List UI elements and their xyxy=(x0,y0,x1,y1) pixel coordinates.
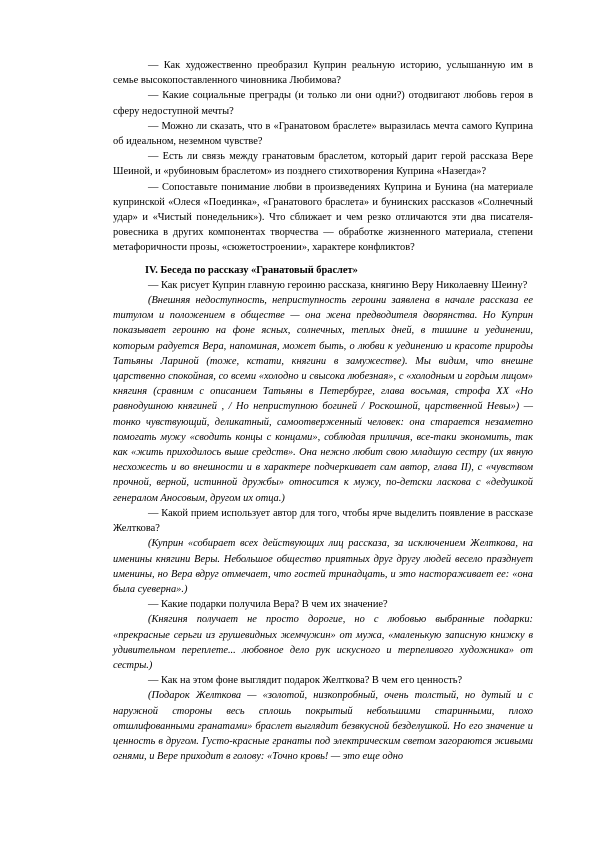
answer-paragraph: (Внешняя недоступность, неприступность героини заявлена в начале рассказа ее титулом и положением в обществе — она жена предводителя дворянства. Но Куприн показывает героиню на фоне ясных, солнечных, теплых дней, в тишине и уединении, которым радуется Вера, напоминая, может быть, о любви к уединению и красоте природы Татьяны Лариной (тоже, кстати, княгини в замужестве). Мы видим, что внешне царственно спокойная, со всеми «холодно и свысока любезная», с «холодным и гордым лицом» княгиня (сравним с описанием Татьяны в Петербурге, глава восьмая, строфа XX «Но равнодушною княгиней , / Но неприступною богиней / Роскошной, царственной Невы») — тонко чувствующий, деликатный, самоотверженный человек: она старается незаметно помогать мужу «сводить концы с концами», соблюдая приличия, все-таки экономить, так как «жить приходилось выше средств». Она нежно любит свою младшую сестру (их явную несхожесть и во внешности и в характере подчеркивает сам автор, глава II), с «чувством прочной, верной, истинной дружбы» относится к мужу, по-детски ласкова с «дедушкой генералом Аносовым, другом их отца.) xyxy=(113,295,533,504)
question-paragraph: — Какие подарки получила Вера? В чем их значение? xyxy=(148,599,388,611)
question-paragraph: — Как рисует Куприн главную героиню рассказа, княгиню Веру Николаевну Шеину? xyxy=(148,279,528,291)
question-paragraph: — Как на этом фоне выглядит подарок Желткова? В чем его ценность? xyxy=(148,675,463,687)
section-heading: IV. Беседа по рассказу «Гранатовый браслет» xyxy=(145,264,358,276)
question-paragraph: — Сопоставьте понимание любви в произведениях Куприна и Бунина (на материале купринской «Олеся «Поединка», «Гранатового браслета» и бунинских рассказов «Солнечный удар» и «Чистый понедельник»). Что сближает и чем резко отличаются эти два писателя-ровесника в других компонентах творчества — обработке жизненного материала, степени метафоричности прозы, «сюжетостроении», характере конфликтов? xyxy=(113,181,533,254)
page-body xyxy=(113,58,533,764)
question-paragraph: — Какие социальные преграды (и только ли они одни?) отодвигают любовь героя в сферу недоступной мечты? xyxy=(113,90,533,117)
question-paragraph: — Как художественно преобразил Куприн реальную историю, услышанную им в семье высокопоставленного чиновника Любимова? xyxy=(113,60,533,87)
question-paragraph: — Можно ли сказать, что в «Гранатовом браслете» выразилась мечта самого Куприна об идеальном, неземном чувстве? xyxy=(113,120,533,148)
answer-paragraph: (Княгиня получает не просто дорогие, но с любовью выбранные подарки: «прекрасные серьги из грушевидных жемчужин» от мужа, «маленькую записную книжку в удивительном переплете... любовное дело рук искусного и терпеливого художника» от сестры.) xyxy=(113,614,533,671)
answer-paragraph: (Подарок Желткова — «золотой, низкопробный, очень толстый, но дутый и с наружной стороны весь сплошь покрытый небольшими старинными, плохо отшлифованными гранатами» браслет выглядит безвкусной безделушкой. Но его значение и ценность в другом. Густо-красные гранаты под электрическим светом загораются живыми огнями, и Вере приходит в голову: «Точно кровь! — это еще одно xyxy=(113,690,533,763)
answer-paragraph: (Куприн «собирает всех действующих лиц рассказа, за исключением Желткова, на именины княгини Веры. Небольшое общество приятных друг другу людей весело празднует именины, но Вера вдруг отмечает, что гостей тринадцать, и это настораживает ее: «она была суеверна».) xyxy=(113,538,533,595)
question-paragraph: — Какой прием использует автор для того, чтобы ярче выделить появление в рассказе Желткова? xyxy=(113,507,533,535)
question-paragraph: — Есть ли связь между гранатовым браслетом, который дарит герой рассказа Вере Шеиной, и «рубиновым браслетом» из позднего стихотворения Куприна «Назегда»? xyxy=(113,151,533,178)
